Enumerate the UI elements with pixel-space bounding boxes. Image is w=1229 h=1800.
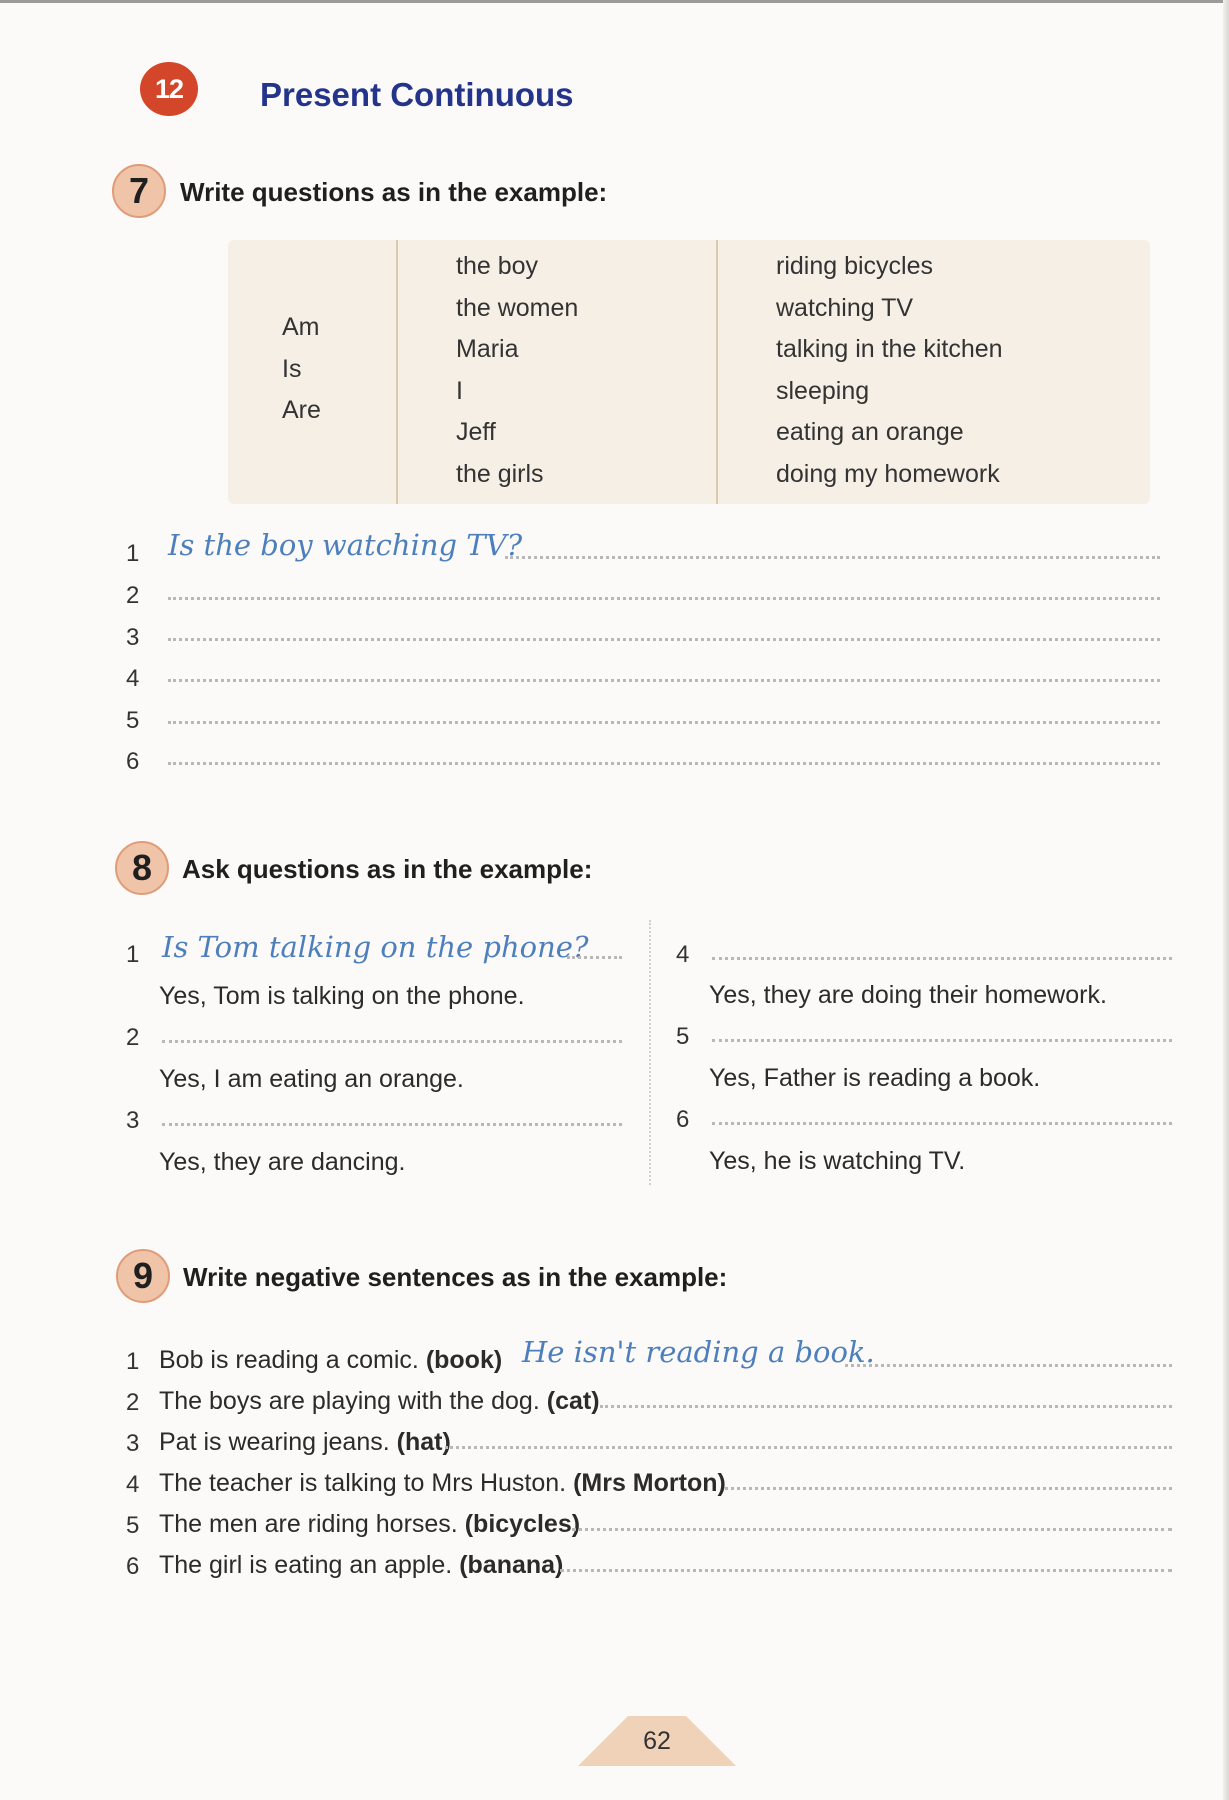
page-top-border xyxy=(0,0,1229,3)
sentence-text xyxy=(159,1346,502,1375)
answer-line[interactable] xyxy=(505,556,1160,559)
table-cell: Jeff xyxy=(456,418,496,447)
unit-number-badge xyxy=(140,62,198,116)
sentence-text xyxy=(159,1551,563,1580)
cue-word: (cat) xyxy=(546,1387,600,1415)
table-cell: the boy xyxy=(456,252,539,280)
unit-number: 12 xyxy=(154,73,184,104)
page-edge-shadow xyxy=(1223,0,1229,1800)
answer-line[interactable] xyxy=(712,1039,1172,1042)
exercise-8-number: 8 xyxy=(131,847,153,888)
reply-text: Yes, they are doing their homework. xyxy=(709,981,1107,1009)
line-number: 1 xyxy=(126,1348,140,1375)
example-question: Is Tom talking on the phone? xyxy=(162,930,589,964)
table-col-verbs xyxy=(282,307,321,432)
sentence: The girl is eating an apple. xyxy=(159,1551,453,1579)
table-cell: riding bicycles xyxy=(776,252,934,280)
exercise-9-instruction: Write negative sentences as in the example: xyxy=(183,1262,728,1292)
sentence-text xyxy=(159,1428,451,1457)
answer-line[interactable] xyxy=(572,1528,1172,1531)
sentence-text xyxy=(159,1510,580,1539)
exercise-7-number: 7 xyxy=(128,170,150,211)
reply-text: Yes, Father is reading a book. xyxy=(709,1064,1041,1092)
table-divider xyxy=(396,240,398,504)
line-number: 6 xyxy=(676,1106,690,1133)
answer-line[interactable] xyxy=(162,1123,622,1126)
table-cell: talking in the kitchen xyxy=(776,335,1003,364)
page-number-tab xyxy=(578,1716,736,1766)
reply-text: Yes, I am eating an orange. xyxy=(159,1065,464,1093)
answer-line[interactable] xyxy=(168,721,1160,724)
line-number: 1 xyxy=(126,540,140,567)
line-number: 6 xyxy=(126,1553,140,1580)
cue-word: (bicycles) xyxy=(464,1510,581,1538)
line-number: 5 xyxy=(126,707,140,734)
line-number: 3 xyxy=(126,1107,140,1134)
cue-word: (hat) xyxy=(396,1428,451,1456)
sentence: Pat is wearing jeans. xyxy=(159,1428,390,1456)
line-number: 5 xyxy=(126,1512,140,1539)
cue-word: (book) xyxy=(425,1346,503,1374)
line-number: 1 xyxy=(126,941,140,968)
reply-text: Yes, Tom is talking on the phone. xyxy=(159,982,525,1010)
answer-line[interactable] xyxy=(845,1364,1172,1367)
table-cell: Is xyxy=(282,354,302,383)
exercise-8-badge xyxy=(115,841,169,895)
sentence: The teacher is talking to Mrs Huston. xyxy=(159,1469,567,1497)
answer-line[interactable] xyxy=(168,679,1160,682)
table-cell: Are xyxy=(282,396,321,425)
answer-line[interactable] xyxy=(168,597,1160,600)
table-col-actions xyxy=(776,246,1003,496)
exercise-9-badge xyxy=(116,1249,170,1303)
table-cell: eating an orange xyxy=(776,418,964,447)
exercise-7-badge xyxy=(112,164,166,218)
line-number: 2 xyxy=(126,1024,140,1051)
sentence: The men are riding horses. xyxy=(159,1510,458,1538)
line-number: 4 xyxy=(126,665,140,692)
table-cell: Am xyxy=(282,313,320,341)
answer-line[interactable] xyxy=(712,1122,1172,1125)
reply-text: Yes, they are dancing. xyxy=(159,1148,406,1176)
line-number: 4 xyxy=(676,941,690,968)
line-number: 3 xyxy=(126,1430,140,1457)
exercise-7-instruction: Write questions as in the example: xyxy=(180,177,608,207)
line-number: 3 xyxy=(126,624,140,651)
table-cell: the girls xyxy=(456,459,544,488)
line-number: 2 xyxy=(126,1389,140,1416)
page-number: 62 xyxy=(628,1716,686,1766)
line-number: 6 xyxy=(126,748,140,775)
example-answer: Is the boy watching TV? xyxy=(168,528,523,562)
unit-title: Present Continuous xyxy=(260,76,574,113)
line-number: 4 xyxy=(126,1471,140,1498)
sentence: Bob is reading a comic. xyxy=(159,1346,419,1374)
answer-line[interactable] xyxy=(560,1569,1172,1572)
substitution-table xyxy=(228,240,1150,504)
table-divider xyxy=(716,240,718,504)
exercise-8-instruction: Ask questions as in the example: xyxy=(182,854,593,884)
sentence-text xyxy=(159,1387,600,1416)
table-cell: sleeping xyxy=(776,376,870,405)
cue-word: (Mrs Morton) xyxy=(573,1469,726,1497)
answer-line[interactable] xyxy=(168,762,1160,765)
table-cell: the women xyxy=(456,293,579,322)
answer-line[interactable] xyxy=(168,638,1160,641)
table-cell: I xyxy=(456,376,463,405)
line-number: 5 xyxy=(676,1023,690,1050)
example-answer: He isn't reading a book. xyxy=(522,1335,875,1369)
page-tab-left xyxy=(578,1716,628,1766)
answer-line[interactable] xyxy=(725,1487,1172,1490)
sentence-text xyxy=(159,1469,726,1498)
answer-line[interactable] xyxy=(712,957,1172,960)
table-cell: watching TV xyxy=(776,293,914,322)
sentence: The boys are playing with the dog. xyxy=(159,1387,540,1415)
column-divider xyxy=(649,920,651,1185)
page-tab-right xyxy=(686,1716,736,1766)
table-cell: doing my homework xyxy=(776,459,1000,488)
cue-word: (banana) xyxy=(459,1551,564,1579)
exercise-9-number: 9 xyxy=(132,1255,154,1296)
answer-line[interactable] xyxy=(162,1040,622,1043)
answer-line[interactable] xyxy=(600,1405,1172,1408)
answer-line[interactable] xyxy=(445,1446,1172,1449)
answer-line[interactable] xyxy=(567,956,622,959)
table-cell: Maria xyxy=(456,335,519,364)
reply-text: Yes, he is watching TV. xyxy=(709,1147,966,1175)
line-number: 2 xyxy=(126,582,140,609)
table-col-subjects xyxy=(456,246,578,496)
